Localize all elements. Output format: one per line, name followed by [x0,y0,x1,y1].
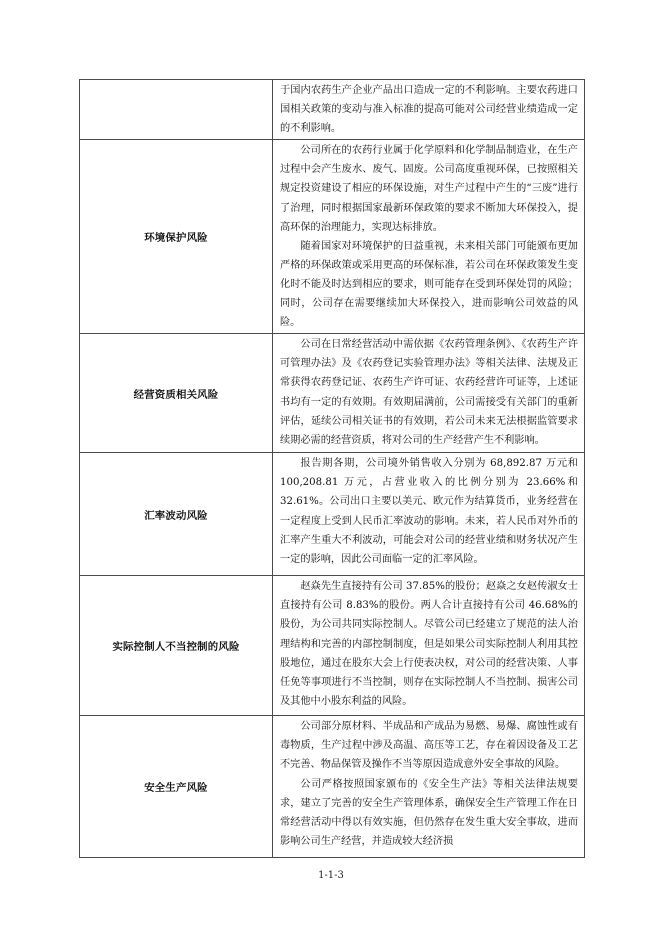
risk-description-cell [273,80,585,140]
risk-description-paragraph: 公司部分原材料、半成品和产成品为易燃、易爆、腐蚀性或有毒物质，生产过程中涉及高温、高压等工艺，存在着因设备及工艺不完善、物品保管及操作不当等原因造成意外安全事故的风险。 [280,721,578,771]
risk-description-cell [273,334,585,453]
risk-factors-table [79,79,585,858]
risk-description-paragraph: 于国内农药生产企业产品出口造成一定的不利影响。主要农药进口国相关政策的变动与准入标准的提高可能对公司经营业绩造成一定的不利影响。 [280,85,578,135]
risk-description-paragraph: 报告期各期，公司境外销售收入分别为 68,892.87 万元和 100,208.81 万元，占营业收入的比例分别为 23.66%和 32.61%。公司出口主要以美元、欧元作为结算货币，业务经营在一定程度上受到人民币汇率波动的影响。未来，若人民币对外币的汇率产生重大不利波动，可能会对公司的经营业绩和财务状况产生一定的影响，因此公司面临一定的汇率风险。 [280,458,578,565]
risk-name-cell [80,80,273,140]
risk-description-paragraph: 公司在日常经营活动中需依据《农药管理条例》、《农药生产许可管理办法》及《农药登记实验管理办法》等相关法律、法规及正常获得农药登记证、农药生产许可证、农药经营许可证等，上述证书均有一定的有效期。有效期届满前，公司需接受有关部门的重新评估，延续公司相关证书的有效期，若公司未来无法根据监管要求续期必需的经营资质，将对公司的生产经营产生不利影响。 [280,339,578,446]
risk-description-cell [273,576,585,716]
risk-description-paragraph: 公司所在的农药行业属于化学原料和化学制品制造业，在生产过程中会产生废水、废气、固废。公司高度重视环保，已按照相关规定投资建设了相应的环保设施，对生产过程中产生的“三废”进行了治理，同时根据国家最新环保政策的要求不断加大环保投入，提高环保的治理能力，实现达标排放。 [280,145,578,233]
risk-name-cell: 汇率波动风险 [80,453,273,576]
risk-description-cell [273,453,585,576]
risk-description-paragraph: 随着国家对环境保护的日益重视，未来相关部门可能颁布更加严格的环保政策或采用更高的环保标准，若公司在环保政策发生变化时不能及时达到相应的要求，则可能存在受到环保处罚的风险；同时，公司存在需要继续加大环保投入，进而影响公司效益的风险。 [280,240,578,329]
risk-description-paragraph: 赵焱先生直接持有公司 37.85%的股份；赵焱之女赵传淑女士直接持有公司 8.83%的股份。两人合计直接持有公司 46.68%的股份，为公司共同实际控制人。尽管公司已经建立了规范的法人治理结构和完善的内部控制制度，但是如果公司实际控制人利用其控股地位，通过在股东大会上行使表决权，对公司的经营决策、人事任免等事项进行不当控制，则存在实际控制人不当控制、损害公司及其他中小股东利益的风险。 [280,581,578,707]
table-row [80,453,585,576]
table-row [80,576,585,716]
risk-name-cell: 环境保护风险 [80,140,273,334]
risk-name-cell: 实际控制人不当控制的风险 [80,576,273,716]
risk-name-cell: 安全生产风险 [80,716,273,858]
risk-description-cell [273,140,585,334]
table-row [80,716,585,858]
table-row [80,80,585,140]
table-row [80,334,585,453]
table-row [80,140,585,334]
risk-description-paragraph: 公司严格按照国家颁布的《安全生产法》等相关法律法规要求，建立了完善的安全生产管理体系，确保安全生产管理工作在日常经营活动中得以有效实施，但仍然存在发生重大安全事故，进而影响公司生产经营，并造成较大经济损 [280,778,578,847]
risk-name-cell: 经营资质相关风险 [80,334,273,453]
risk-description-cell [273,716,585,858]
page-number: 1-1-3 [318,870,344,881]
